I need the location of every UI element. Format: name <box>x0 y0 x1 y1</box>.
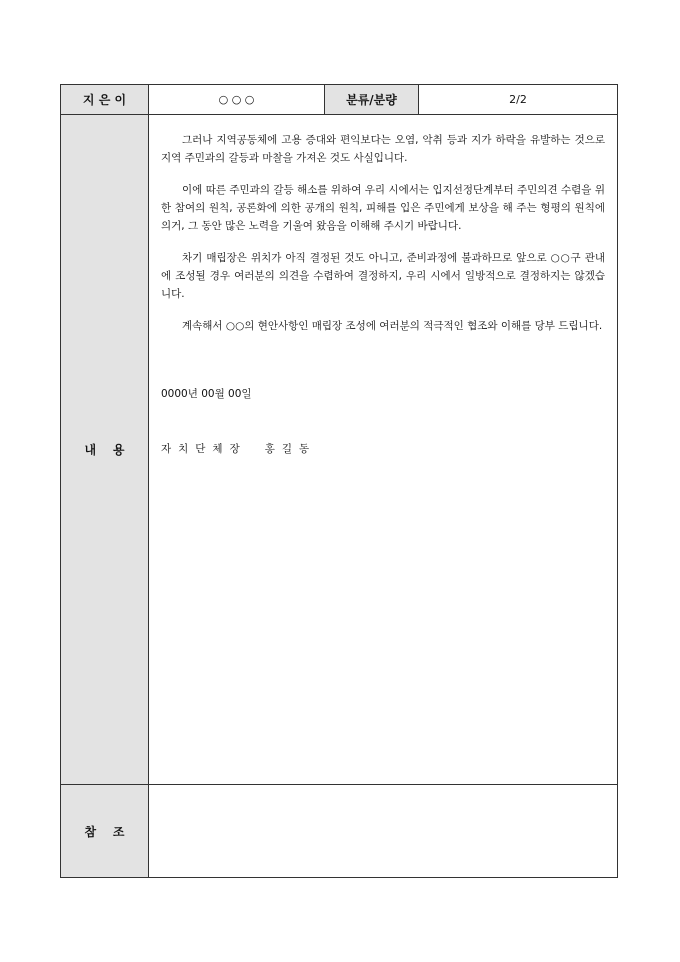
content-row <box>61 115 618 785</box>
author-label: 지 은 이 <box>61 85 149 115</box>
content-cell <box>149 115 618 785</box>
letter-form-table <box>60 84 618 878</box>
reference-cell <box>149 785 618 878</box>
signer-line <box>161 440 605 458</box>
header-row <box>61 85 618 115</box>
signer-name: 홍길동 <box>264 443 317 455</box>
content-label: 내 용 <box>61 115 149 785</box>
signer-title: 자치단체장 <box>161 443 247 455</box>
paragraph-1: 그러나 지역공동체에 고용 증대와 편익보다는 오염, 악취 등과 지가 하락을 유발하는 것으로 지역 주민과의 갈등과 마찰을 가져온 것도 사실입니다. <box>161 134 605 164</box>
content-body <box>149 115 617 458</box>
paragraph-2: 이에 따른 주민과의 갈등 해소를 위하여 우리 시에서는 입지선정단계부터 주민의견 수렴을 위한 참여의 원칙, 공론화에 의한 공개의 원칙, 피해를 입은 주민에게 보상을 해 주는 형평의 원칙에 의거, 그 동안 많은 노력을 기울여 왔음을 이해해 주시기 바랍니다. <box>161 184 605 232</box>
reference-row <box>61 785 618 878</box>
author-value: ○ ○ ○ <box>149 85 325 115</box>
paragraph-4: 계속해서 ○○의 현안사항인 매립장 조성에 여러분의 적극적인 협조와 이해를 당부 드립니다. <box>182 320 603 332</box>
category-value: 2/2 <box>419 85 618 115</box>
reference-label: 참 조 <box>61 785 149 878</box>
category-label: 분류/분량 <box>325 85 419 115</box>
letter-date: 0000년 00월 00일 <box>161 388 252 400</box>
paragraph-3: 차기 매립장은 위치가 아직 결정된 것도 아니고, 준비과정에 불과하므로 앞으로 ○○구 관내에 조성될 경우 여러분의 의견을 수렴하여 결정하지, 우리 시에서 일방적으로 결정하지는 않겠습니다. <box>161 252 605 300</box>
